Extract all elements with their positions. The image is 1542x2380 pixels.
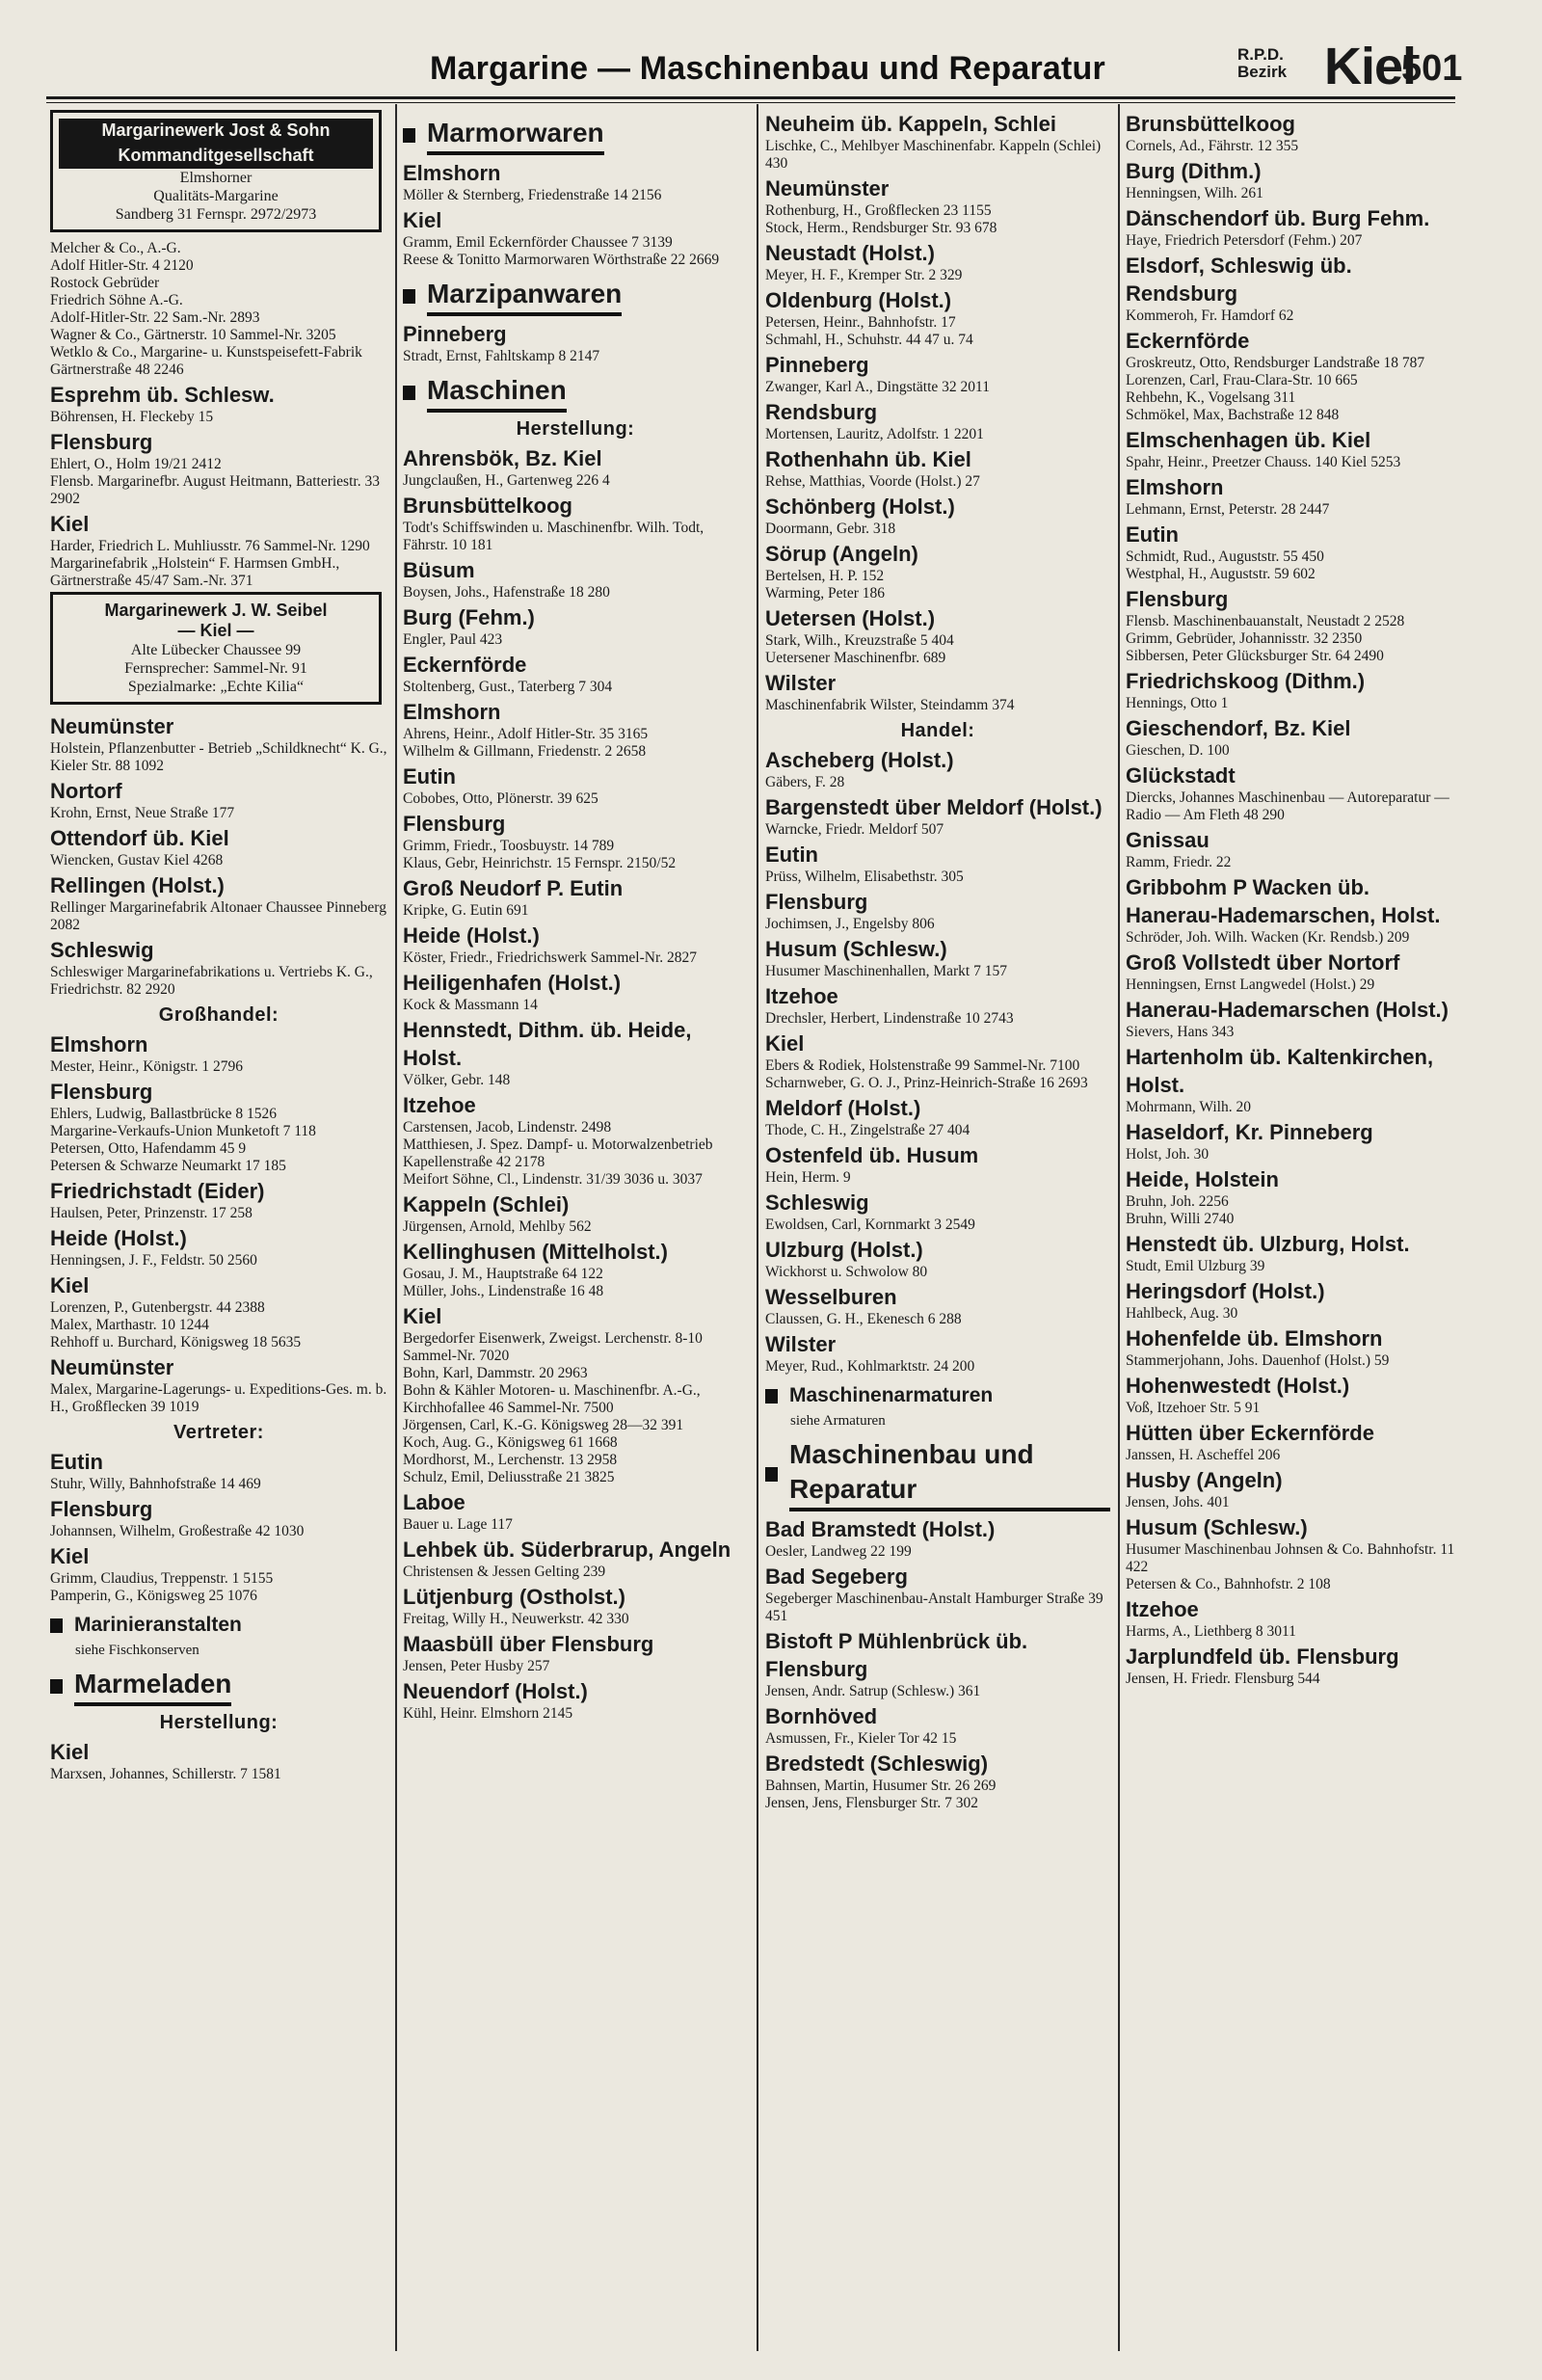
advertisement-line: Alte Lübecker Chaussee 99	[130, 642, 302, 658]
listing-entry: Sibbersen, Peter Glücksburger Str. 64 2490	[1126, 648, 1384, 664]
place-heading: Burg (Fehm.)	[403, 605, 535, 629]
listing-entry: Christensen & Jessen Gelting 239	[403, 1564, 606, 1580]
listing-entry: Flensb. Maschinenbauanstalt, Neustadt 2 2528	[1126, 613, 1405, 629]
section-heading	[50, 1667, 387, 1706]
place-heading: Bad Segeberg	[765, 1564, 908, 1589]
listing-entry: Sievers, Hans 343	[1126, 1024, 1235, 1040]
listing-entry: Grimm, Claudius, Treppenstr. 1 5155	[50, 1570, 274, 1587]
place-heading: Kiel	[403, 208, 442, 232]
listing-entry: Engler, Paul 423	[403, 631, 503, 648]
section-bullet-icon	[50, 1618, 63, 1633]
section-title: Marmeladen	[74, 1667, 231, 1706]
listing-entry: Bertelsen, H. P. 152	[765, 568, 885, 584]
listing-entry: Mordhorst, M., Lerchenstr. 13 2958	[403, 1452, 618, 1468]
advertisement-line: — Kiel —	[177, 621, 254, 640]
listing-entry: Köster, Friedr., Friedrichswerk Sammel-Nr. 2827	[403, 949, 698, 966]
place-heading: Kiel	[50, 512, 90, 536]
listing-entry: Jochimsen, J., Engelsby 806	[765, 916, 935, 932]
place-heading: Elmschenhagen üb. Kiel	[1126, 428, 1371, 452]
section-heading	[50, 1613, 387, 1639]
listing-entry: Maschinenfabrik Wilster, Steindamm 374	[765, 697, 1015, 713]
listing-entry: Haulsen, Peter, Prinzenstr. 17 258	[50, 1205, 253, 1221]
section-bullet-icon	[403, 289, 415, 304]
section-heading	[765, 1383, 1110, 1409]
place-heading: Eutin	[403, 764, 456, 789]
listing-entry: Wiencken, Gustav Kiel 4268	[50, 852, 224, 869]
subsection-heading: Herstellung:	[516, 418, 635, 440]
listing-entry: Bruhn, Joh. 2256	[1126, 1193, 1229, 1210]
listing-entry: Janssen, H. Ascheffel 206	[1126, 1447, 1281, 1463]
listing-entry: Spahr, Heinr., Preetzer Chauss. 140 Kiel 5253	[1126, 454, 1401, 470]
listing-entry: Malex, Marthastr. 10 1244	[50, 1317, 209, 1333]
place-heading: Neuendorf (Holst.)	[403, 1679, 588, 1703]
section-title: Marmorwaren	[427, 116, 604, 155]
listing-entry: Bohn, Karl, Dammstr. 20 2963	[403, 1365, 588, 1381]
listing-entry: Meifort Söhne, Cl., Lindenstr. 31/39 3036 u. 3037	[403, 1171, 703, 1188]
listing-entry: Petersen & Co., Bahnhofstr. 2 108	[1126, 1576, 1331, 1592]
place-heading: Bistoft P Mühlenbrück üb. Flensburg	[765, 1629, 1028, 1681]
listing-entry: Marxsen, Johannes, Schillerstr. 7 1581	[50, 1766, 281, 1782]
place-heading: Gribbohm P Wacken üb. Hanerau-Hademarschen, Holst.	[1126, 875, 1441, 927]
listing-entry: Malex, Margarine-Lagerungs- u. Expeditions-Ges. m. b. H., Großflecken 39 1019	[50, 1381, 387, 1415]
place-heading: Ulzburg (Holst.)	[765, 1238, 923, 1262]
column-divider	[395, 104, 397, 2351]
advertisement-line: Margarinewerk Jost & Sohn	[59, 119, 373, 144]
listing-entry: Stoltenberg, Gust., Taterberg 7 304	[403, 679, 613, 695]
place-heading: Henstedt üb. Ulzburg, Holst.	[1126, 1232, 1410, 1256]
cross-reference: siehe Fischkonserven	[75, 1643, 199, 1658]
listing-entry: Ramm, Friedr. 22	[1126, 854, 1232, 870]
place-heading: Pinneberg	[765, 353, 869, 377]
rpd-label: R.P.D.	[1237, 45, 1284, 64]
advertisement-line: Kommanditgesellschaft	[59, 144, 373, 169]
subsection-heading: Vertreter:	[173, 1422, 264, 1443]
listing-entry: Diercks, Johannes Maschinenbau — Autoreparatur — Radio — Am Fleth 48 290	[1126, 789, 1449, 823]
place-heading: Elmshorn	[1126, 475, 1224, 499]
listing-entry: Warming, Peter 186	[765, 585, 886, 602]
column-3	[765, 108, 1110, 2354]
listing-entry: Schmökel, Max, Bachstraße 12 848	[1126, 407, 1340, 423]
listing-entry: Harms, A., Liethberg 8 3011	[1126, 1623, 1296, 1640]
listing-entry: Wagner & Co., Gärtnerstr. 10 Sammel-Nr. 3205	[50, 327, 336, 343]
listing-entry: Müller, Johs., Lindenstraße 16 48	[403, 1283, 604, 1299]
place-heading: Pinneberg	[403, 322, 507, 346]
listing-entry: Carstensen, Jacob, Lindenstr. 2498	[403, 1119, 612, 1136]
listing-entry: Cornels, Ad., Fährstr. 12 355	[1126, 138, 1299, 154]
section-bullet-icon	[765, 1389, 778, 1404]
place-heading: Flensburg	[50, 430, 153, 454]
listing-entry: Bergedorfer Eisenwerk, Zweigst. Lerchenstr. 8-10 Sammel-Nr. 7020	[403, 1330, 703, 1364]
place-heading: Neumünster	[50, 1355, 174, 1379]
place-heading: Elsdorf, Schleswig üb. Rendsburg	[1126, 254, 1352, 306]
listing-entry: Haye, Friedrich Petersdorf (Fehm.) 207	[1126, 232, 1363, 249]
place-heading: Rendsburg	[765, 400, 878, 424]
listing-entry: Ebers & Rodiek, Holstenstraße 99 Sammel-Nr. 7100	[765, 1057, 1080, 1074]
listing-entry: Schmahl, H., Schuhstr. 44 47 u. 74	[765, 332, 973, 348]
section-title: Marzipanwaren	[427, 277, 622, 316]
listing-entry: Rothenburg, H., Großflecken 23 1155	[765, 202, 992, 219]
column-2	[403, 108, 748, 2354]
listing-entry: Thode, C. H., Zingelstraße 27 404	[765, 1122, 970, 1138]
listing-entry: Voß, Itzehoer Str. 5 91	[1126, 1400, 1261, 1416]
listing-entry: Flensb. Margarinefbr. August Heitmann, Batteriestr. 33 2902	[50, 473, 380, 507]
listing-entry: Grimm, Gebrüder, Johannisstr. 32 2350	[1126, 630, 1363, 647]
listing-entry: Schleswiger Margarinefabrikations u. Vertriebs K. G., Friedrichstr. 82 2920	[50, 964, 373, 998]
listing-entry: Drechsler, Herbert, Lindenstraße 10 2743	[765, 1010, 1014, 1027]
advertisement-line: Qualitäts-Margarine	[153, 188, 279, 204]
listing-entry: Margarine-Verkaufs-Union Munketoft 7 118	[50, 1123, 316, 1139]
advertisement-line: Fernsprecher: Sammel-Nr. 91	[124, 660, 307, 677]
listing-entry: Lehmann, Ernst, Peterstr. 28 2447	[1126, 501, 1330, 518]
listing-entry: Prüss, Wilhelm, Elisabethstr. 305	[765, 869, 964, 885]
place-heading: Heide (Holst.)	[50, 1226, 187, 1250]
listing-entry: Boysen, Johs., Hafenstraße 18 280	[403, 584, 610, 601]
place-heading: Neumünster	[765, 176, 890, 201]
listing-entry: Stammerjohann, Johs. Dauenhof (Holst.) 59	[1126, 1352, 1390, 1369]
advertisement-line: Spezialmarke: „Echte Kilia“	[127, 679, 305, 695]
place-heading: Eckernförde	[1126, 329, 1250, 353]
listing-entry: Reese & Tonitto Marmorwaren Wörthstraße 22 2669	[403, 252, 720, 268]
place-heading: Hennstedt, Dithm. üb. Heide, Holst.	[403, 1018, 692, 1070]
place-heading: Bargenstedt über Meldorf (Holst.)	[765, 795, 1103, 819]
listing-entry: Todt's Schiffswinden u. Maschinenfbr. Wilh. Todt, Fährstr. 10 181	[403, 520, 705, 553]
district-city: Kiel	[1324, 38, 1417, 95]
listing-entry: Henningsen, J. F., Feldstr. 50 2560	[50, 1252, 257, 1269]
listing-entry: Doormann, Gebr. 318	[765, 521, 896, 537]
column-divider	[757, 104, 758, 2351]
page-number: 501	[1401, 48, 1463, 89]
listing-entry: Böhrensen, H. Fleckeby 15	[50, 409, 214, 425]
listing-entry: Studt, Emil Ulzburg 39	[1126, 1258, 1265, 1274]
column-4	[1126, 108, 1465, 2354]
listing-entry: Husumer Maschinenbau Johnsen & Co. Bahnhofstr. 11 422	[1126, 1541, 1455, 1575]
place-heading: Gnissau	[1126, 828, 1210, 852]
place-heading: Rellingen (Holst.)	[50, 873, 225, 897]
header-rule	[46, 96, 1455, 99]
place-heading: Elmshorn	[403, 161, 501, 185]
place-heading: Schleswig	[50, 938, 154, 962]
listing-entry: Holstein, Pflanzenbutter - Betrieb „Schildknecht“ K. G., Kieler Str. 88 1092	[50, 740, 387, 774]
place-heading: Eutin	[1126, 522, 1179, 547]
listing-entry: Jensen, Peter Husby 257	[403, 1658, 550, 1674]
place-heading: Eutin	[50, 1450, 103, 1474]
listing-entry: Wickhorst u. Schwolow 80	[765, 1264, 928, 1280]
listing-entry: Jürgensen, Arnold, Mehlby 562	[403, 1218, 592, 1235]
subsection-heading: Herstellung:	[159, 1712, 279, 1733]
place-heading: Bornhöved	[765, 1704, 878, 1728]
subsection-heading: Großhandel:	[158, 1004, 279, 1026]
place-heading: Neuheim üb. Kappeln, Schlei	[765, 112, 1056, 136]
listing-entry: Friedrich Söhne A.-G.	[50, 292, 183, 308]
listing-entry: Petersen, Heinr., Bahnhofstr. 17	[765, 314, 956, 331]
place-heading: Bad Bramstedt (Holst.)	[765, 1517, 996, 1541]
place-heading: Laboe	[403, 1490, 465, 1514]
place-heading: Meldorf (Holst.)	[765, 1096, 921, 1120]
listing-entry: Mester, Heinr., Königstr. 1 2796	[50, 1058, 244, 1075]
listing-entry: Harder, Friedrich L. Muhliusstr. 76 Sammel-Nr. 1290	[50, 538, 370, 554]
place-heading: Elmshorn	[50, 1032, 148, 1056]
listing-entry: Jensen, Johs. 401	[1126, 1494, 1230, 1511]
section-bullet-icon	[50, 1679, 63, 1694]
listing-entry: Westphal, H., Auguststr. 59 602	[1126, 566, 1316, 582]
place-heading: Heiligenhafen (Holst.)	[403, 971, 622, 995]
place-heading: Rothenhahn üb. Kiel	[765, 447, 971, 471]
listing-entry: Rellinger Margarinefabrik Altonaer Chaussee Pinneberg 2082	[50, 899, 386, 933]
listing-entry: Hein, Herm. 9	[765, 1169, 851, 1186]
listing-entry: Jensen, H. Friedr. Flensburg 544	[1126, 1671, 1320, 1687]
listing-entry: Bauer u. Lage 117	[403, 1516, 513, 1533]
place-heading: Kiel	[50, 1273, 90, 1297]
listing-entry: Kripke, G. Eutin 691	[403, 902, 529, 919]
listing-entry: Wetklo & Co., Margarine- u. Kunstspeisefett-Fabrik Gärtnerstraße 48 2246	[50, 344, 362, 378]
place-heading: Schönberg (Holst.)	[765, 495, 955, 519]
listing-entry: Scharnweber, G. O. J., Prinz-Heinrich-Straße 16 2693	[765, 1075, 1088, 1091]
place-heading: Wesselburen	[765, 1285, 897, 1309]
listing-entry: Krohn, Ernst, Neue Straße 177	[50, 805, 235, 821]
place-heading: Gieschendorf, Bz. Kiel	[1126, 716, 1351, 740]
listing-entry: Asmussen, Fr., Kieler Tor 42 15	[765, 1730, 957, 1747]
place-heading: Kiel	[50, 1544, 90, 1568]
listing-entry: Margarinefabrik „Holstein“ F. Harmsen GmbH., Gärtnerstraße 45/47 Sam.-Nr. 371	[50, 555, 340, 589]
place-heading: Sörup (Angeln)	[765, 542, 918, 566]
listing-entry: Warncke, Friedr. Meldorf 507	[765, 821, 944, 838]
listing-entry: Ehlers, Ludwig, Ballastbrücke 8 1526	[50, 1106, 278, 1122]
place-heading: Itzehoe	[765, 984, 838, 1008]
listing-entry: Kock & Massmann 14	[403, 997, 538, 1013]
listing-entry: Adolf-Hitler-Str. 22 Sam.-Nr. 2893	[50, 309, 260, 326]
place-heading: Ascheberg (Holst.)	[765, 748, 954, 772]
place-heading: Kiel	[403, 1304, 442, 1328]
place-heading: Kellinghusen (Mittelholst.)	[403, 1240, 668, 1264]
place-heading: Haseldorf, Kr. Pinneberg	[1126, 1120, 1373, 1144]
listing-entry: Lischke, C., Mehlbyer Maschinenfabr. Kappeln (Schlei) 430	[765, 138, 1102, 172]
listing-entry: Gieschen, D. 100	[1126, 742, 1230, 759]
listing-entry: Melcher & Co., A.-G.	[50, 240, 181, 256]
listing-entry: Rostock Gebrüder	[50, 275, 160, 291]
listing-entry: Oesler, Landweg 22 199	[765, 1543, 912, 1560]
listing-entry: Gramm, Emil Eckernförder Chaussee 7 3139	[403, 234, 673, 251]
district-label	[1237, 46, 1287, 81]
section-heading	[403, 373, 748, 413]
place-heading: Hohenfelde üb. Elmshorn	[1126, 1326, 1383, 1350]
listing-entry: Kommeroh, Fr. Hamdorf 62	[1126, 308, 1294, 324]
listing-entry: Jensen, Jens, Flensburger Str. 7 302	[765, 1795, 979, 1811]
listing-entry: Kühl, Heinr. Elmshorn 2145	[403, 1705, 573, 1722]
listing-entry: Matthiesen, J. Spez. Dampf- u. Motorwalzenbetrieb Kapellenstraße 42 2178	[403, 1137, 713, 1170]
place-heading: Lehbek üb. Süderbrarup, Angeln	[403, 1538, 731, 1562]
place-heading: Hartenholm üb. Kaltenkirchen, Holst.	[1126, 1045, 1434, 1097]
listing-entry: Ahrens, Heinr., Adolf Hitler-Str. 35 3165	[403, 726, 649, 742]
page-title: Margarine — Maschinenbau und Reparatur	[430, 50, 1105, 87]
bezirk-label: Bezirk	[1237, 63, 1288, 81]
listing-entry: Koch, Aug. G., Königsweg 61 1668	[403, 1434, 618, 1451]
listing-entry: Gäbers, F. 28	[765, 774, 845, 790]
advertisement-line: Sandberg 31 Fernspr. 2972/2973	[115, 206, 317, 223]
listing-entry: Claussen, G. H., Ekenesch 6 288	[765, 1311, 962, 1327]
place-heading: Heide, Holstein	[1126, 1167, 1279, 1191]
place-heading: Husum (Schlesw.)	[1126, 1515, 1308, 1539]
section-heading	[403, 277, 748, 316]
listing-entry: Meyer, Rud., Kohlmarktstr. 24 200	[765, 1358, 975, 1375]
listing-entry: Lorenzen, Carl, Frau-Clara-Str. 10 665	[1126, 372, 1358, 388]
place-heading: Flensburg	[765, 890, 868, 914]
place-heading: Esprehm üb. Schlesw.	[50, 383, 275, 407]
place-heading: Glückstadt	[1126, 763, 1236, 788]
listing-entry: Klaus, Gebr, Heinrichstr. 15 Fernspr. 2150/52	[403, 855, 677, 871]
place-heading: Itzehoe	[1126, 1597, 1199, 1621]
listing-entry: Hennings, Otto 1	[1126, 695, 1229, 711]
listing-entry: Segeberger Maschinenbau-Anstalt Hamburger Straße 39 451	[765, 1591, 1103, 1624]
column-divider	[1118, 104, 1120, 2351]
listing-entry: Petersen, Otto, Hafendamm 45 9	[50, 1140, 247, 1157]
place-heading: Hanerau-Hademarschen (Holst.)	[1126, 998, 1449, 1022]
place-heading: Flensburg	[403, 812, 506, 836]
place-heading: Ahrensbök, Bz. Kiel	[403, 446, 602, 470]
place-heading: Flensburg	[50, 1080, 153, 1104]
section-bullet-icon	[403, 128, 415, 143]
place-heading: Eutin	[765, 842, 818, 867]
listing-entry: Stark, Wilh., Kreuzstraße 5 404	[765, 632, 954, 649]
place-heading: Kiel	[50, 1740, 90, 1764]
place-heading: Husum (Schlesw.)	[765, 937, 947, 961]
page-header	[35, 38, 1509, 100]
place-heading: Kappeln (Schlei)	[403, 1192, 570, 1217]
listing-entry: Möller & Sternberg, Friedenstraße 14 2156	[403, 187, 662, 203]
listing-entry: Johannsen, Wilhelm, Großestraße 42 1030	[50, 1523, 305, 1539]
listing-entry: Petersen & Schwarze Neumarkt 17 185	[50, 1158, 286, 1174]
listing-entry: Rehse, Matthias, Voorde (Holst.) 27	[765, 473, 980, 490]
place-heading: Wilster	[765, 671, 837, 695]
listing-entry: Pamperin, G., Königsweg 25 1076	[50, 1588, 257, 1604]
listing-entry: Stradt, Ernst, Fahltskamp 8 2147	[403, 348, 600, 364]
listing-entry: Schröder, Joh. Wilh. Wacken (Kr. Rendsb.) 209	[1126, 929, 1410, 946]
header-rule-thin	[46, 102, 1455, 103]
listing-entry: Uetersener Maschinenfbr. 689	[765, 650, 946, 666]
listing-entry: Bohn & Kähler Motoren- u. Maschinenfbr. A.-G., Kirchhofallee 46 Sammel-Nr. 7500	[403, 1382, 701, 1416]
place-heading: Heide (Holst.)	[403, 923, 540, 948]
place-heading: Flensburg	[1126, 587, 1229, 611]
place-heading: Uetersen (Holst.)	[765, 606, 936, 630]
listing-entry: Bahnsen, Martin, Husumer Str. 26 269	[765, 1778, 997, 1794]
place-heading: Schleswig	[765, 1190, 869, 1215]
place-heading: Lütjenburg (Ostholst.)	[403, 1585, 625, 1609]
listing-entry: Ehlert, O., Holm 19/21 2412	[50, 456, 222, 472]
place-heading: Maasbüll über Flensburg	[403, 1632, 654, 1656]
listing-entry: Bruhn, Willi 2740	[1126, 1211, 1235, 1227]
listing-entry: Völker, Gebr. 148	[403, 1072, 511, 1088]
advertisement-line: Margarinewerk J. W. Seibel	[104, 601, 328, 620]
listing-entry: Hahlbeck, Aug. 30	[1126, 1305, 1238, 1322]
listing-entry: Meyer, H. F., Kremper Str. 2 329	[765, 267, 963, 283]
listing-entry: Adolf Hitler-Str. 4 2120	[50, 257, 194, 274]
listing-entry: Stock, Herm., Rendsburger Str. 93 678	[765, 220, 997, 236]
place-heading: Neumünster	[50, 714, 174, 738]
column-1	[50, 108, 387, 2354]
place-heading: Eckernförde	[403, 653, 527, 677]
listing-entry: Ewoldsen, Carl, Kornmarkt 3 2549	[765, 1217, 975, 1233]
place-heading: Ostenfeld üb. Husum	[765, 1143, 979, 1167]
advertisement-line: Elmshorner	[179, 170, 253, 186]
place-heading: Groß Neudorf P. Eutin	[403, 876, 624, 900]
advertisement-box	[50, 110, 382, 232]
place-heading: Neustadt (Holst.)	[765, 241, 935, 265]
place-heading: Brunsbüttelkoog	[403, 494, 572, 518]
listing-entry: Holst, Joh. 30	[1126, 1146, 1210, 1163]
place-heading: Husby (Angeln)	[1126, 1468, 1283, 1492]
section-bullet-icon	[765, 1467, 778, 1482]
place-heading: Nortorf	[50, 779, 122, 803]
listing-entry: Rehhoff u. Burchard, Königsweg 18 5635	[50, 1334, 302, 1350]
listing-entry: Mohrmann, Wilh. 20	[1126, 1099, 1251, 1115]
listing-entry: Freitag, Willy H., Neuwerkstr. 42 330	[403, 1611, 629, 1627]
listing-entry: Jensen, Andr. Satrup (Schlesw.) 361	[765, 1683, 981, 1699]
place-heading: Jarplundfeld üb. Flensburg	[1126, 1645, 1399, 1669]
advertisement-box	[50, 592, 382, 705]
listing-entry: Rehbehn, K., Vogelsang 311	[1126, 389, 1296, 406]
listing-entry: Mortensen, Lauritz, Adolfstr. 1 2201	[765, 426, 984, 442]
place-heading: Friedrichstadt (Eider)	[50, 1179, 265, 1203]
place-heading: Elmshorn	[403, 700, 501, 724]
listing-entry: Groskreutz, Otto, Rendsburger Landstraße 18 787	[1126, 355, 1425, 371]
listing-entry: Jungclaußen, H., Gartenweg 226 4	[403, 472, 610, 489]
section-heading	[765, 1437, 1110, 1511]
subsection-heading: Handel:	[900, 720, 975, 741]
listing-entry: Husumer Maschinenhallen, Markt 7 157	[765, 963, 1007, 979]
listing-entry: Cobobes, Otto, Plönerstr. 39 625	[403, 790, 598, 807]
place-heading: Kiel	[765, 1031, 805, 1056]
section-title: Maschinen	[427, 373, 567, 413]
place-heading: Groß Vollstedt über Nortorf	[1126, 950, 1400, 975]
place-heading: Itzehoe	[403, 1093, 476, 1117]
place-heading: Flensburg	[50, 1497, 153, 1521]
section-title: Maschinenarmaturen	[789, 1384, 994, 1406]
place-heading: Burg (Dithm.)	[1126, 159, 1262, 183]
listing-entry: Zwanger, Karl A., Dingstätte 32 2011	[765, 379, 990, 395]
section-bullet-icon	[403, 386, 415, 400]
listing-entry: Henningsen, Wilh. 261	[1126, 185, 1263, 201]
listing-entry: Schmidt, Rud., Auguststr. 55 450	[1126, 548, 1324, 565]
listing-entry: Lorenzen, P., Gutenbergstr. 44 2388	[50, 1299, 265, 1316]
listing-entry: Gosau, J. M., Hauptstraße 64 122	[403, 1266, 603, 1282]
section-title: Maschinenbau und Reparatur	[789, 1437, 1110, 1511]
listing-entry: Jörgensen, Carl, K.-G. Königsweg 28—32 391	[403, 1417, 684, 1433]
place-heading: Dänschendorf üb. Burg Fehm.	[1126, 206, 1430, 230]
place-heading: Friedrichskoog (Dithm.)	[1126, 669, 1366, 693]
place-heading: Hütten über Eckernförde	[1126, 1421, 1374, 1445]
listing-entry: Schulz, Emil, Deliusstraße 21 3825	[403, 1469, 615, 1485]
listing-entry: Wilhelm & Gillmann, Friedenstr. 2 2658	[403, 743, 647, 760]
place-heading: Bredstedt (Schleswig)	[765, 1752, 989, 1776]
place-heading: Ottendorf üb. Kiel	[50, 826, 229, 850]
place-heading: Heringsdorf (Holst.)	[1126, 1279, 1325, 1303]
listing-entry: Grimm, Friedr., Toosbuystr. 14 789	[403, 838, 615, 854]
place-heading: Oldenburg (Holst.)	[765, 288, 952, 312]
listing-entry: Stuhr, Willy, Bahnhofstraße 14 469	[50, 1476, 261, 1492]
place-heading: Hohenwestedt (Holst.)	[1126, 1374, 1350, 1398]
place-heading: Wilster	[765, 1332, 837, 1356]
listing-entry: Henningsen, Ernst Langwedel (Holst.) 29	[1126, 976, 1375, 993]
place-heading: Brunsbüttelkoog	[1126, 112, 1295, 136]
section-heading	[403, 116, 748, 155]
section-title: Marinieranstalten	[74, 1614, 242, 1636]
cross-reference: siehe Armaturen	[790, 1413, 886, 1429]
place-heading: Büsum	[403, 558, 475, 582]
